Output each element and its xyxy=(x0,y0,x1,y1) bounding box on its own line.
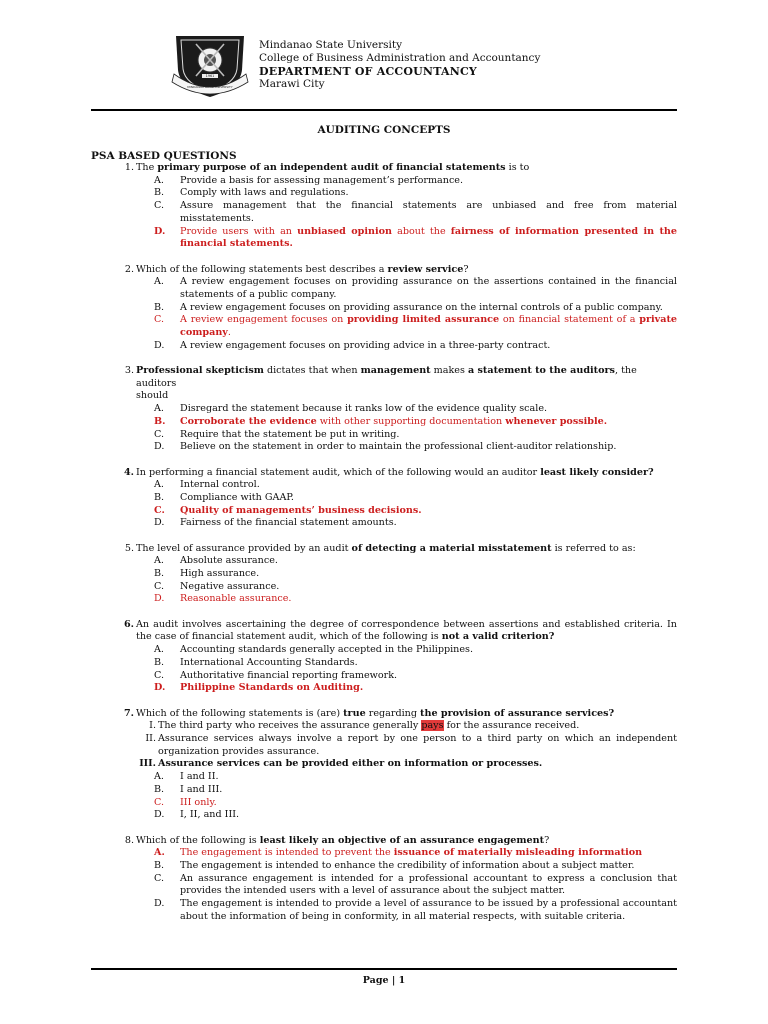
question-1 xyxy=(91,162,677,251)
option-d-answer: D. Provide users with an unbiased opinion about the fairness of information presented in the financial statements. xyxy=(154,225,677,250)
option-c-answer: C. III only. xyxy=(154,796,217,808)
question-stem: 8. Which of the following is least likely an objective of an assurance engagement? xyxy=(124,834,550,846)
question-4 xyxy=(91,467,677,531)
footer-rule xyxy=(91,968,677,970)
option-c: C. Assure management that the financial statements are unbiased and free from material misstatements. xyxy=(154,200,677,224)
page-footer: Page | 1 xyxy=(362,975,406,986)
page-number: 1 xyxy=(398,975,406,986)
option-d-answer: D. Philippine Standards on Auditing. xyxy=(154,682,364,694)
question-6 xyxy=(91,619,677,695)
question-list xyxy=(91,162,677,936)
question-8 xyxy=(91,835,677,924)
option-d: D. Fairness of the financial statement amounts. xyxy=(154,517,397,529)
option-b: B. The engagement is intended to enhance the credibility of information about a subject matter. xyxy=(154,859,635,871)
option-a: A. Internal control. xyxy=(154,479,260,491)
question-stem: 3. Professional skepticism dictates that when management makes a statement to the auditors, the auditors xyxy=(124,365,637,389)
option-c: C. Require that the statement be put in writing. xyxy=(154,428,400,440)
section-title: PSA BASED QUESTIONS xyxy=(91,150,237,162)
city-name: Marawi City xyxy=(259,78,325,90)
question-5 xyxy=(91,543,677,607)
option-b: B. International Accounting Standards. xyxy=(154,656,358,668)
option-d: D. The engagement is intended to provide a level of assurance to be issued by a professional accountant about the information of being in conformity, in all material respects, with suitable criteria. xyxy=(154,898,677,922)
question-stem: 5. The level of assurance provided by an audit of detecting a material misstatement is referred to as: xyxy=(124,542,636,554)
header-rule xyxy=(91,109,677,111)
university-seal-icon xyxy=(168,30,252,100)
statement-ii: II. Assurance services always involve a report by one person to a third party on which an independent organization provides assurance. xyxy=(145,732,677,757)
question-stem: 1. The primary purpose of an independent audit of financial statements is to xyxy=(124,162,530,173)
question-stem: 2. Which of the following statements best describes a review service? xyxy=(124,263,469,275)
letterhead xyxy=(259,39,540,91)
svg-text:1961: 1961 xyxy=(205,74,215,78)
university-name: Mindanao State University xyxy=(259,39,403,51)
option-b: B. Comply with laws and regulations. xyxy=(154,187,349,199)
option-c: C. An assurance engagement is intended for a professional accountant to express a conclusion that provides the intended users with a level of assurance about the subject matter. xyxy=(154,872,677,897)
option-c-answer: C. Quality of managements’ business decisions. xyxy=(154,504,422,516)
option-c-answer: C. A review engagement focuses on providing limited assurance on financial statement of a private company. xyxy=(154,314,677,339)
option-b: B. Compliance with GAAP. xyxy=(154,491,294,503)
option-d: D. A review engagement focuses on providing advice in a three-party contract. xyxy=(154,339,551,351)
option-a-answer: A. The engagement is intended to prevent the issuance of materially misleading information xyxy=(154,847,643,859)
option-b: B. High assurance. xyxy=(154,568,260,580)
option-d: D. I, II, and III. xyxy=(154,809,240,821)
question-stem: 4. In performing a financial statement audit, which of the following would an auditor least likely consider? xyxy=(123,466,654,478)
option-b: B. I and III. xyxy=(154,783,223,795)
option-c: C. Authoritative financial reporting framework. xyxy=(154,669,398,681)
option-b: B. A review engagement focuses on providing assurance on the internal controls of a public company. xyxy=(154,301,663,313)
department-name: DEPARTMENT OF ACCOUNTANCY xyxy=(259,65,477,78)
svg-text:MINDANAO STATE UNIVERSITY: MINDANAO STATE UNIVERSITY xyxy=(187,85,233,89)
question-7 xyxy=(91,708,677,822)
college-name: College of Business Administration and Accountancy xyxy=(259,52,541,64)
document-title: AUDITING CONCEPTS xyxy=(317,124,451,136)
question-2 xyxy=(91,264,677,353)
question-3: 3. Professional skepticism dictates that when management makes a statement to the auditors, the auditors should A. Disregard the statement because it ranks low of the evidence quality scale. B. Corroborate the evidence with other supporting documentation whenever possible. C. Require that the statement be put in writing. D. Believe on the statement in order to maintain the professional client-auditor relationship. xyxy=(91,365,677,454)
page-label: Page xyxy=(362,975,389,986)
highlighted-word: pays xyxy=(421,720,444,732)
statement-i: I. The third party who receives the assurance generally pays for the assurance received. xyxy=(149,720,580,732)
question-stem: 7. Which of the following statements is (are) true regarding the provision of assurance services? xyxy=(123,707,615,719)
statement-iii: III. Assurance services can be provided either on information or processes. xyxy=(139,758,543,770)
option-a: A. A review engagement focuses on providing assurance on the assertions contained in the financial statements of a public company. xyxy=(154,276,677,300)
option-b-answer: B. Corroborate the evidence with other supporting documentation whenever possible. xyxy=(154,415,608,427)
option-a: A. Accounting standards generally accepted in the Philippines. xyxy=(154,644,474,656)
option-a: A. Disregard the statement because it ranks low of the evidence quality scale. xyxy=(154,403,548,415)
option-a: A. I and II. xyxy=(154,771,219,783)
option-d-answer: D. Reasonable assurance. xyxy=(154,593,292,605)
option-a: A. Absolute assurance. xyxy=(154,555,278,567)
option-d: D. Believe on the statement in order to maintain the professional client-auditor relationship. xyxy=(154,441,617,453)
question-stem: 6. An audit involves ascertaining the degree of correspondence between assertions and established criteria. In the case of financial statement audit, which of the following is not a valid criterion? xyxy=(123,618,677,643)
option-c: C. Negative assurance. xyxy=(154,580,280,592)
option-a: A. Provide a basis for assessing management’s performance. xyxy=(154,174,464,186)
